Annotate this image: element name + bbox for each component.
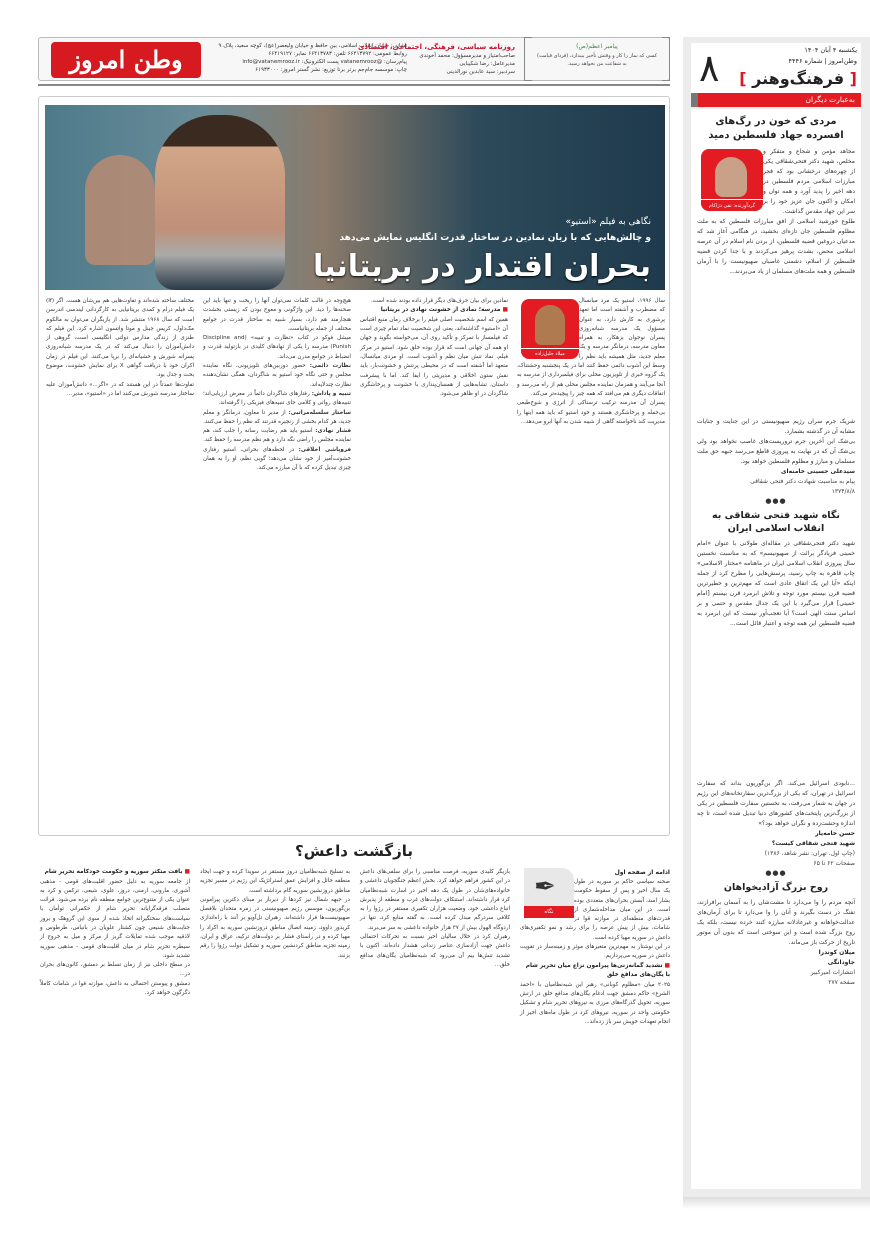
bottom-column-3: به تسلیح شبه‌نظامیان دروز مستقر در سویدا کرده و جهت ایجاد منطقه حائل و افزایش عمق استراتژیک این رژیم در مسیر تجزیه مناطق دروزنشین سوریه گام برداشته است. در جبهه شمال نیز کردها از دیرباز بر مبنای دکترین پیرامونی بن‌گوریون، موسس رژیم صهیونیستی در زمره متحدان بلافصل صهیونیست‌ها قرار داشته‌اند. رهبران تل‌آویو بر آنند با راه‌اندازی کریدور داوود، زمینه اتصال مناطق دروزنشین سوریه به اکراد را مهیا کرده و در راستای فشار بر دولت‌های ترکیه، عراق و ایران، زمینه تجزیه مناطق کردنشین سوریه و تشکیل دولت رژوا را رقم بزنند. bbox=[200, 869, 350, 959]
page-number: ۸ bbox=[699, 46, 720, 90]
bottom-column-1: ✒ نگاه ادامه از صفحه اول صحنه سیاسی حاکم بر سوریه در طول یک سال اخیر و پس از سقوط حکومت بشار اسد، آبستن بحران‌های متعددی بوده است. در این میان مداخله‌شماری از قدرت‌های منطقه‌ای در موازنه قوا در شامات، بیش از پیش عرصه را برای رشد و نمو تکفیری‌های داعش در سوریه مهیا کرده است. در این نوشتار به مهم‌ترین متغیرهای موثر و زمینه‌ساز در تقویت داعش در سوریه می‌پردازیم. ■ تشدید گمانه‌زنی‌ها پیرامون نزاع میان تحریر شام با یگان‌های مدافع خلق ۲۰۲۵ میان «مظلوم کوبانی» رهبر این شبه‌نظامیان با «احمد الشرع» حاکم دمشق جهت ادغام یگان‌های مدافع خلق در ارتش سوریه، تحویل گذرگاه‌های مرزی به نیروهای تحریر شام و تشکیل حکومتی واحد در سوریه، نیروهای کرد در طول ماه‌های اخیر از انجام تعهدات خویش سر باز زده‌اند... bbox=[520, 868, 670, 1027]
sidebar-content: مردی که خون در رگ‌های افسرده جهاد فلسطین دمید گردآورنده: تقی دژاکام مجاهد مؤمن و شجاع و متفکر و مخلص، شهید دکتر فتحی‌شقاقی یکی از چهره‌های درخشانی بود که فجر مبارزات اسلامی مردم فلسطین در دهه اخیر را پدید آورد و همه توان و امکان و اکنون جان عزیز خود را بر سر این جهاد مقدس گذاشت. طلوع خورشید اسلامی از افق مبارزات فلسطین که به ملت مظلوم فلسطین جان تازه‌ای بخشید، در هنگامی آغاز شد که مدعیان دروغین قضیه فلسطین، از بردن نام اسلام در آن عرصه اسلامی محض، بشدت پرهیز می‌کردند و با جدا کردن قضیه فلسطین از اسلام، دشمنی غاصبان صهیونیست را با آرمان فلسطین و همه ملت‌های مسلمان از یاد می‌بردند... شریک جرم سران رژیم صهیونیستی در این جنایت و جنایات مشابه آن در گذشته بشمارد. بی‌شک این آخرین جرم تروریست‌های غاصب نخواهد بود ولی بی‌شک آن که در نهایت به پیروزی قاطع می‌رسد جبهه حق ملت مسلمان و مبارز و مظلوم فلسطین خواهد بود. سیدعلی حسینی خامنه‌ای پیام به مناسبت شهادت دکتر فتحی شقاقی ۱۳۷۴/۸/۸ ●●● نگاه شهید فتحی شقاقی به انقلاب اسلامی ایران شهید دکتر فتحی‌شقاقی در مقاله‌ای طولانی با عنوان «امام خمینی فریادگر برائت از صهیونیسم» که به مناسبت نخستین سال پیروزی انقلاب اسلامی ایران در ماهنامه «مختار الاسلامی» چاپ قاهره به چاپ رسید، پرسش‌هایی را مطرح کرد از جمله اینکه «آیا این یک اتفاق عادی است که مهم‌ترین و خطیرترین قضیه قرن بیستم مورد توجه و تلاش ابرمرد قرن بیستم [امام خمینی] قرار می‌گیرد یا این یک جدال مقدس و حتمی و بر اساس سنت الهی است؟ آیا تعجب‌آور نیست که این ابرمرد به قضیه فلسطین این همه توجه و اعتبار قائل است... ...نابودی اسرائیل می‌کند. اگر بن‌گوریون بداند که سفارت اسرائیل در تهران، که یکی از بزرگ‌ترین سفارتخانه‌های این رژیم در جهان به شمار می‌رفت، به نخستین سفارت فلسطین در یکی از بزرگ‌ترین پایتخت‌های کشورهای دنیا تبدیل شده است، تا چه اندازه وحشت‌زده و نگران خواهد بود؟» حسن خامه‌یار شهید فتحی شقاقی کیست؟ (چاپ اول، تهران: نشر شاهد، ۱۳۸۶) صفحات ۶۲ تا ۶۵ ●●● روح بزرگ آزادیخواهان آنچه مردم را وا می‌دارد تا مشت‌شان را به آسمان برافرازند، تفنگ در دست بگیرند و آنان را وا می‌دارد تا برای آرمان‌های عدالت‌خواهانه و غیرعادلانه مبارزه کنند خرده نیست، بلکه یک روح بزرگ شده است و این سوختی است که بدون آن موتور تاریخ از حرکت باز می‌ماند. میلان کوندرا جاودانگی انتشارات امیرکبیر صفحه ۲۷۷ bbox=[691, 109, 861, 1189]
column-label: به‌عبارت دیگران bbox=[691, 93, 861, 107]
sidebar-article2-title[interactable]: نگاه شهید فتحی شقاقی به انقلاب اسلامی ایران bbox=[712, 510, 840, 534]
bottom-column-2: بازیگر کلیدی سوریه، فرصت مناسبی را برای سلفی‌های داعش در این کشور فراهم خواهد کرد. بخش اعظم جنگجویان داعشی و خانواده‌های‌شان در طول یک دهه اخیر در اسارت شبه‌نظامیان کرد قرار داشته‌اند. استنکاف دولت‌های غرب و منطقه از پذیرش اتباع داعشی خود، وضعیت هزاران تکفیری مستقر در رژوا را به کلافی سردرگم مبدل کرده است. به گفته منابع کرد، تنها در اردوگاه الهول بیش از ۳۷ هزار خانواده داعشی به سر می‌برند. رهبران کرد در خلال سالیان اخیر نسبت به تحرکات احتمالی داعش جهت آزادسازی عناصر زندانی هشدار داده‌اند. اکنون با تشدید تنش‌ها بیم آن می‌رود که شبه‌نظامیان یگان‌های مدافع خلق... bbox=[360, 869, 510, 968]
hero-image[interactable] bbox=[45, 105, 665, 290]
opinion-box: ✒ نگاه bbox=[524, 868, 574, 918]
separator-dots: ●●● bbox=[765, 497, 787, 505]
sidebar-article3-title[interactable]: روح بزرگ آزادیخواهان bbox=[723, 882, 829, 893]
paper-credits: روزنامه سیاسی، فرهنگی، اجتماعی، اقتصادی صاحب‌امتیاز و مدیرمسؤول: محمد آخوندی مدیرعامل: رضا شکیبایی سردبیر: سید عابدین نورالدینی bbox=[358, 43, 515, 75]
film-still-man bbox=[155, 115, 285, 290]
hadith-quote-box: پیامبر اعظم(ص) کسی که نماز را کار و وقتش تأخیر بیندازد، (فردای قیامت) به شفاعت من نخواهد رسید. bbox=[524, 37, 670, 81]
main-article bbox=[38, 96, 670, 836]
film-still-boy bbox=[85, 155, 155, 265]
page-header bbox=[691, 43, 861, 93]
author-face bbox=[535, 305, 565, 345]
author-photo: گردآورنده: تقی دژاکام bbox=[701, 149, 763, 211]
bracket-right bbox=[662, 37, 670, 81]
issue-date: یکشنبه ۴ آبان ۱۴۰۴ bbox=[804, 46, 857, 54]
fountain-pen-icon: ✒ bbox=[534, 872, 556, 902]
article-column-2: نمادین برای بیان حرف‌های دیگر قرار داده بودند شده است. ■ مدرسه؛ نمادی از خشونت نهادی در بریتانیا همین که اسم شخصیت اصلی فیلم را برخلاف رمان منبع اقتباس آن «استیو» گذاشته‌اند، یعنی این شخصیت نماد تمام چیزی است که فیلمساز با تمرکز و تأکید روی آن، می‌خواسته بگوید و جهان او همه آن جهانی است که قرار بوده خلق شود. استیو در مرکز فیلم، نماد تنش میان نظم و آشوب است. او مردی میانسال، متعهد اما آشفته است که در محیطی پرتنش و خشونت‌بار، باید نقش ستون اخلاقی و مدیریتی را ایفا کند. اما با پیشرفت داستان، تشابه‌هایی از همسان‌پنداری با خشونت و پرخاشگری شاگردان در او ظاهر می‌شود. bbox=[360, 297, 508, 399]
author-face bbox=[715, 157, 747, 197]
contact-info: نشانی: خیابان انقلاب اسلامی، بین حافظ و خیابان ولیعصر(عج)، کوچه سعید، پلاک ۹ روابط عمومی: ۶۶۴۱۳۷۹۲ تلفن: ۶۶۴۱۳۷۸۳ نمابر: ۶۶۴۱۹۱۲۷ پیام‌رسان: @vatanemrooz پست الکترونیک: info@vatanemrooz.ir چاپ: موسسه جام‌جم برتر برنا توزیع: نشر گستر امروز: ۶۱۹۳۳۰۰۰ bbox=[218, 43, 407, 73]
section-title: [ فرهنگ‌وهنر ] bbox=[739, 69, 857, 88]
separator-dots: ●●● bbox=[765, 869, 787, 877]
issue-number: وطن‌امروز | شماره ۴۴۴۶ bbox=[788, 57, 857, 65]
article-column-3: هیچ‌وجه در قالب کلمات نمی‌توان آنها را ریخت و تنها باید این صحنه‌ها را دید. این واژگونی و معوج بودن که زیستی بخشدت هنجارمند هم دارد، بسیار شبیه به ساختار قدرت در جوامع مختلف از جمله بریتانیاست. میشل فوکو در کتاب «نظارت و تنبیه» (Discipline and Punish) مدرسه را یکی از نهادهای کلیدی در بازتولید قدرت و انضباط در جوامع مدرن می‌داند. نظارت دائمی: حضور دوربین‌های تلویزیونی، نگاه نماینده مجلس و حتی نگاه خود استیو به شاگردان، همگی نشان‌دهنده نظارت چندلایه‌اند. تنبیه و پاداش: رفتارهای شاگردان دائماً در معرض ارزیابی‌اند؛ تنبیه‌های روانی و کلامی جای تنبیه‌های فیزیکی را گرفته‌اند. ساختار سلسله‌مراتبی: از مدیر تا معاون، درمانگر و معلم جدید، هر کدام بخشی از زنجیره قدرتند که نظم را حفظ می‌کنند. فشار نهادی: استیو باید هم رضایت رسانه را جلب کند، هم نماینده مجلس را راضی نگه دارد و هم نظم مدرسه را حفظ کند. فروپاشی اخلاقی: در لحظه‌های بحرانی، استیو رفتاری خشونت‌آمیز از خود نشان می‌دهد؛ گویی نظم، او را به همان چیزی تبدیل کرده که با آن مبارزه می‌کند. bbox=[203, 298, 351, 472]
sidebar bbox=[683, 37, 870, 1197]
masthead-divider bbox=[38, 84, 670, 86]
bracket-left bbox=[524, 37, 532, 81]
newspaper-logo[interactable]: وطن امروز bbox=[51, 42, 201, 78]
continued-label: ادامه از صفحه اول bbox=[614, 869, 670, 876]
article-column-4: مختلف ساخته شده‌اند و تفاوت‌هایی هم بین‌شان هست. اگر (If) یک فیلم درام و کمدی بریتانیایی به کارگردانی لیندسی اندرسن است که سال ۱۹۶۸ منتشر شد. از بازیگران می‌توان به مالکوم مک‌داول، کریس جینل و موتا واتسون اشاره کرد. این فیلم که طنزی از زندگی مدارس دولتی انگلیسی است، گروهی از دانش‌آموزان را دنبال می‌کند که در یک مدرسه شبانه‌روزی پسرانه شورش و حشیانه‌ای را برپا می‌کنند. این فیلم در زمان اکران خود با دریافت گواهی X برای نمایش خشونت، موضوع بحث و جدل بود. تفاوت‌ها عمدتاً در این هستند که در «اگر...» دانش‌آموزان علیه ساختار مدرسه شورش می‌کنند اما در «استیو»، مدیر... bbox=[46, 298, 195, 397]
article-deck: و چالش‌هایی که با زبان نمادین در ساختار قدرت انگلیس نمایش می‌دهد bbox=[339, 233, 651, 243]
sidebar-article-title[interactable]: مردی که خون در رگ‌های افسرده جهاد فلسطین دمید bbox=[708, 116, 844, 141]
sidebar-shadow bbox=[683, 1197, 870, 1209]
article-subheading: ■ تشدید گمانه‌زنی‌ها پیرامون نزاع میان تحریر شام با یگان‌های مدافع خلق bbox=[520, 962, 670, 981]
article-headline[interactable]: بحران اقتدار در بریتانیا bbox=[313, 249, 651, 284]
bottom-article-headline[interactable]: بازگشت داعش؟ bbox=[295, 842, 413, 860]
article-column-1: میلاد جلیل‌زاده سال ۱۹۹۶، استیو یک مرد میانسال که مضطرب و آشفته است اما تعهد پرشوری به کارش دارد، به عنوان مسؤول یک مدرسه شبانه‌روزی پسران نوجوان بزهکار، به همراه معاون مدرسه، درمانگر مدرسه و یک معلم جدید، مثل همیشه باید نظم را وسط این آشوب دائمی حفظ کنند اما در یک پنجشنبه وحشتناک، یک گروه خبری از تلویزیون محلی برای فیلمبرداری از مدرسه به آنجا می‌آیند و همزمان نماینده مجلس محلی هم از راه می‌رسد و اتفاقات دیگری هم می‌افتد که همه چیز را پیچیده‌تر می‌کند. پسران آن مدرسه ترکیب ترسناکی از انرژی و شوخ‌طبعی بی‌حمله و پرخاشگری هستند و خود استیو که باید همه اینها را مدیریت کند ناخواسته گاهی از شیبه شدن به آنها ابرو می‌دهد... bbox=[517, 298, 666, 425]
article-subheading: ■ مدرسه؛ نمادی از خشونت نهادی در بریتانیا bbox=[360, 306, 508, 316]
article-kicker: نگاهی به فیلم «استیو» bbox=[565, 217, 651, 227]
author-photo: میلاد جلیل‌زاده bbox=[521, 299, 579, 359]
article-subheading: ■ بافت متکثر سوریه و حکومت خودکامه تحریر شام bbox=[40, 868, 190, 878]
bottom-column-4: ■ بافت متکثر سوریه و حکومت خودکامه تحریر شام از جامعه سوریه به دلیل حضور اقلیت‌های قومی - مذهبی آشوری، مارونی، ارمنی، دروز، علوی، شیعی، ترکمن و کرد به عنوان یکی از متنوع‌ترین جوامع منطقه نام برده می‌شود. قرائت متصلب فرقه‌گرایانه تحریر شام از حکمرانی توأمان با سیاست‌های سختگیرانه اتخاذ شده از سوی این گروهک و بروز جنایت‌های شنیعی چون کشتار علویان در بانیاس، طرطوس و لاذقیه موجب شده تمایلات گریز از مرکز و میل به خروج از سیطره تحریر شام در میان اقلیت‌های قومی - مذهبی سوریه تشدید شود. در سطح داخلی نیز از زمان تسلط بر دمشق، کانون‌های بحران در... دمشق و پیوستن احتمالی به داعش، موازنه قوا در شامات کاملاً دگرگون خواهد کرد. bbox=[40, 868, 190, 998]
